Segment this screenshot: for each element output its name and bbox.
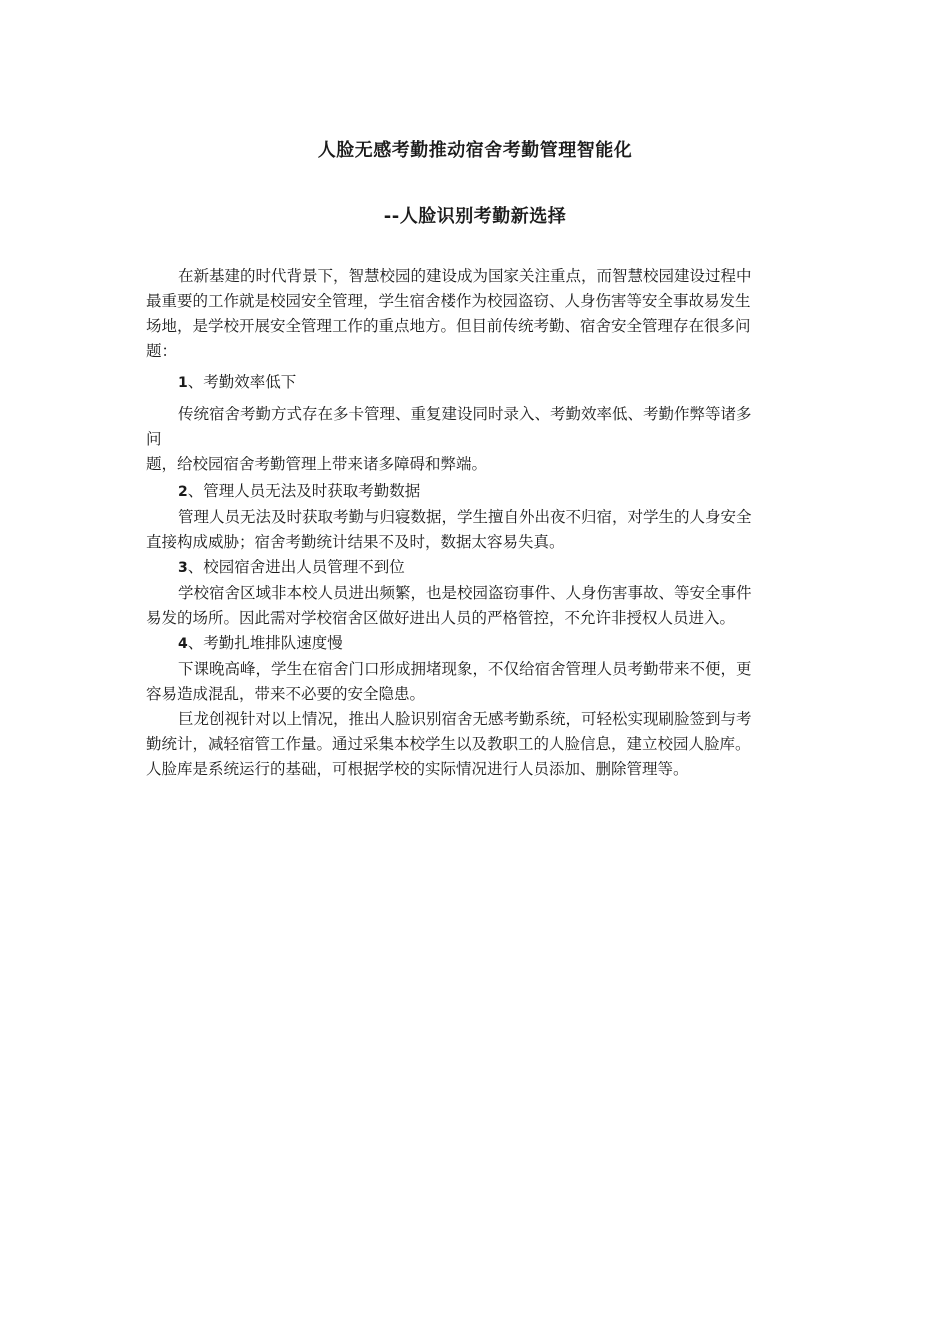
section-number: 3 — [178, 560, 188, 576]
section-line: 学校宿舍区域非本校人员进出频繁，也是校园盗窃事件、人身伤害事故、等安全事件 — [178, 584, 752, 602]
document-body — [146, 264, 814, 782]
section-3 — [146, 555, 814, 631]
closing-line: 人脸库是系统运行的基础，可根据学校的实际情况进行人员添加、删除管理等。 — [146, 760, 689, 778]
section-line: 题，给校园宿舍考勤管理上带来诸多障碍和弊端。 — [146, 455, 488, 473]
section-heading-text: 、考勤扎堆排队速度慢 — [187, 634, 343, 652]
section-heading — [146, 479, 814, 505]
section-line: 问 — [146, 430, 162, 448]
section-heading-text: 、考勤效率低下 — [187, 373, 297, 391]
closing-line: 巨龙创视针对以上情况，推出人脸识别宿舍无感考勤系统，可轻松实现刷脸签到与考 — [178, 710, 752, 728]
section-number: 1 — [178, 375, 188, 391]
intro-paragraph — [146, 264, 814, 364]
section-heading — [146, 555, 814, 581]
intro-line: 在新基建的时代背景下，智慧校园的建设成为国家关注重点，而智慧校园建设过程中 — [178, 267, 752, 285]
section-line: 管理人员无法及时获取考勤与归寝数据，学生擅自外出夜不归宿，对学生的人身安全 — [178, 508, 752, 526]
intro-line: 场地，是学校开展安全管理工作的重点地方。但目前传统考勤、宿舍安全管理存在很多问 — [146, 317, 751, 335]
section-line: 易发的场所。因此需对学校宿舍区做好进出人员的严格管控，不允许非授权人员进入。 — [146, 609, 736, 627]
closing-line: 勤统计，减轻宿管工作量。通过采集本校学生以及教职工的人脸信息，建立校园人脸库。 — [146, 735, 751, 753]
section-line: 传统宿舍考勤方式存在多卡管理、重复建设同时录入、考勤效率低、考勤作弊等诸多 — [178, 405, 752, 423]
closing-paragraph — [146, 707, 814, 782]
intro-line: 题： — [146, 342, 178, 360]
section-heading-text: 、管理人员无法及时获取考勤数据 — [187, 482, 421, 500]
section-number: 2 — [178, 484, 188, 500]
intro-line: 最重要的工作就是校园安全管理，学生宿舍楼作为校园盗窃、人身伤害等安全事故易发生 — [146, 292, 751, 310]
section-line: 直接构成威胁；宿舍考勤统计结果不及时，数据太容易失真。 — [146, 533, 565, 551]
section-line: 下课晚高峰，学生在宿舍门口形成拥堵现象，不仅给宿舍管理人员考勤带来不便，更 — [178, 660, 752, 678]
section-heading-text: 、校园宿舍进出人员管理不到位 — [187, 558, 405, 576]
section-heading — [146, 370, 814, 396]
section-heading — [146, 631, 814, 657]
document-title: 人脸无感考勤推动宿舍考勤管理智能化 — [317, 140, 633, 161]
section-4 — [146, 631, 814, 707]
section-2 — [146, 479, 814, 555]
section-number: 4 — [178, 636, 188, 652]
document-subtitle: --人脸识别考勤新选择 — [383, 206, 567, 227]
section-1 — [146, 370, 814, 477]
section-line: 容易造成混乱，带来不必要的安全隐患。 — [146, 685, 426, 703]
